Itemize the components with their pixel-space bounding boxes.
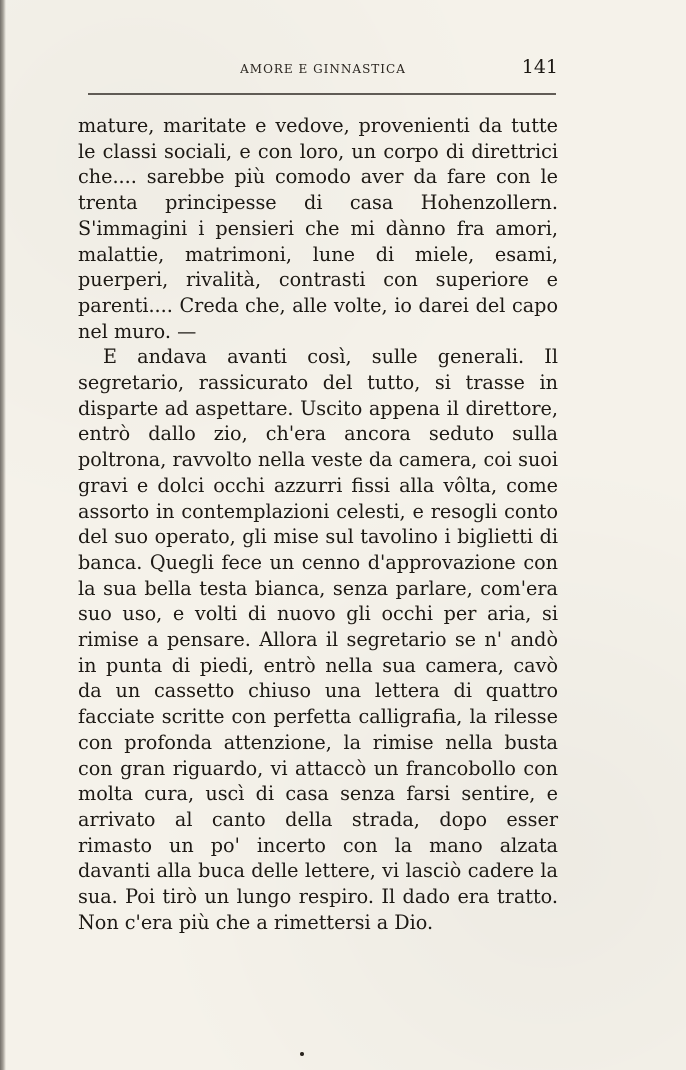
page-header [88, 56, 558, 84]
paragraph-2: E andava avanti così, sulle generali. Il segretario, rassicurato del tutto, si trasse in disparte ad aspettare. Uscito appena il direttore, entrò dallo zio, ch'era ancora seduto sulla poltrona, ravvolto nella veste da camera, coi suoi gravi e dolci occhi azzurri fissi alla vôlta, come assorto in contemplazioni celesti, e resogli conto del suo operato, gli mise sul tavolino i biglietti di banca. Quegli fece un cenno d'approvazione con la sua bella testa bianca, senza parlare, com'era suo uso, e volti di nuovo gli occhi per aria, si rimise a pensare. Allora il segretario se n' andò in punta di piedi, entrò nella sua camera, cavò da un cassetto chiuso una lettera di quattro facciate scritte con perfetta calligrafia, la rilesse con profonda attenzione, la rimise nella busta con gran riguardo, vi attaccò un francobollo con molta cura, uscì di casa senza farsi sentire, e arrivato al canto della strada, dopo esser rimasto un po' incerto con la mano alzata davanti alla buca delle lettere, vi lasciò cadere la sua. Poi tirò un lungo respiro. Il dado era tratto. Non c'era più che a rimettersi a Dio. [78, 345, 558, 934]
body-text [78, 113, 558, 936]
running-title: AMORE E GINNASTICA [240, 62, 406, 76]
page-number: 141 [521, 56, 558, 78]
header-rule [88, 93, 556, 95]
page-binding-edge [0, 0, 6, 1070]
paragraph-1: mature, maritate e vedove, provenienti da tutte le classi sociali, e con loro, un corpo di direttrici che.... sarebbe più comodo aver da fare con le trenta principesse di casa Hohenzollern. S'immagini i pensieri che mi dànno fra amori, malattie, matrimoni, lune di miele, esami, puerperi, rivalità, contrasti con superiore e parenti.... Creda che, alle volte, io darei del capo nel muro. — [78, 114, 558, 343]
printing-mark [300, 1052, 304, 1056]
